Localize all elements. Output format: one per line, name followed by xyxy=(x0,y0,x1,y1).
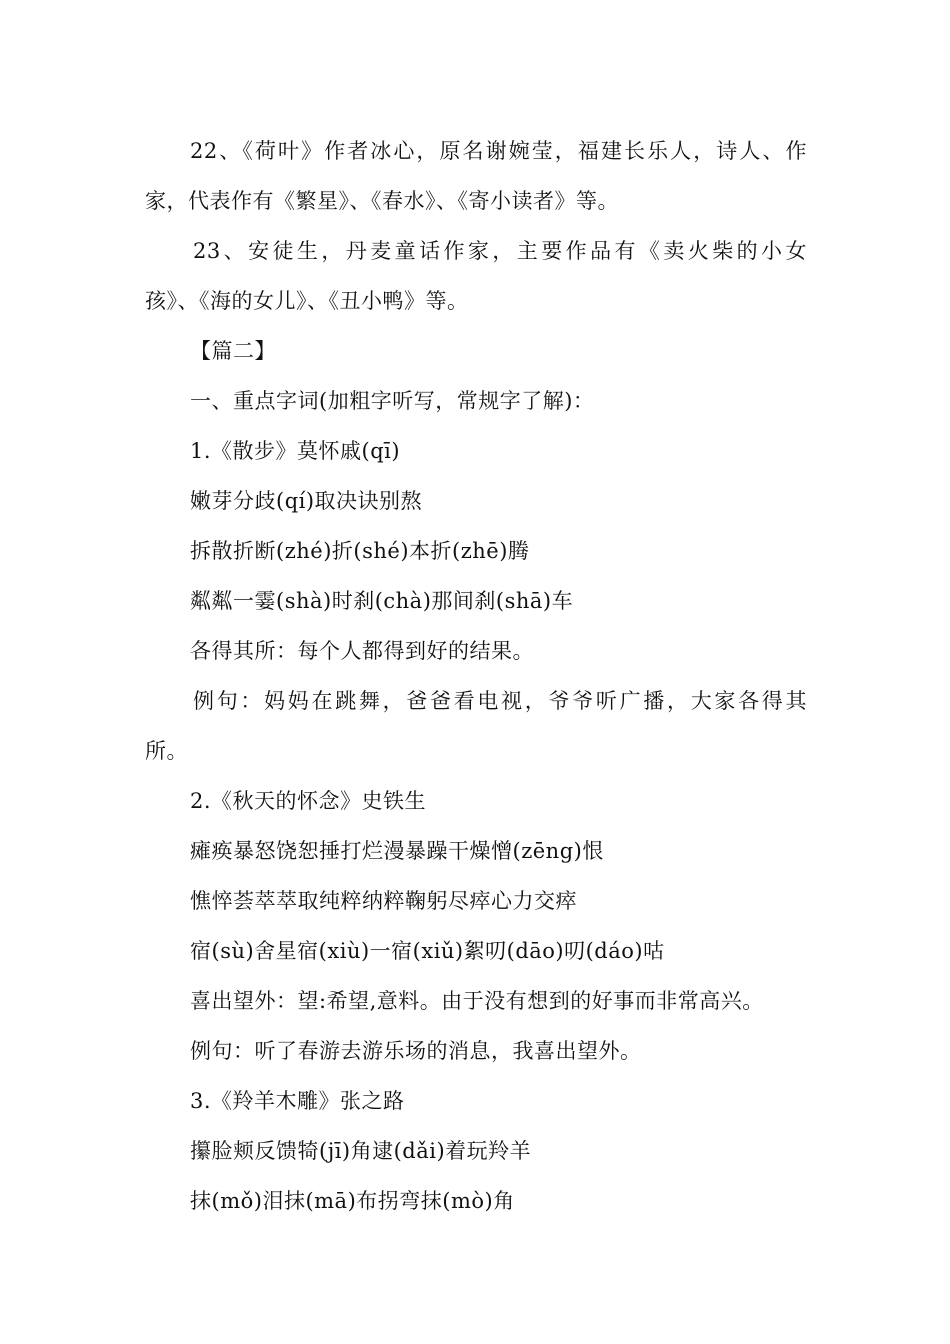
lesson-1-words-3: 粼粼一霎(shà)时刹(chà)那间刹(shā)车 xyxy=(190,589,574,613)
paragraph-22-line-1: 22、《荷叶》作者冰心，原名谢婉莹，福建长乐人，诗人、作 xyxy=(190,139,807,163)
lesson-3-title: 3.《羚羊木雕》张之路 xyxy=(190,1089,405,1113)
lesson-3-words-1: 攥脸颊反馈犄(jī)角逮(dǎi)着玩羚羊 xyxy=(190,1139,532,1163)
section-title: 一、重点字词(加粗字听写，常规字了解)： xyxy=(190,389,595,413)
lesson-2-example: 例句：听了春游去游乐场的消息，我喜出望外。 xyxy=(190,1039,642,1063)
lesson-1-words-2: 拆散折断(zhé)折(shé)本折(zhē)腾 xyxy=(190,539,530,563)
lesson-2-title: 2.《秋天的怀念》史铁生 xyxy=(190,789,427,813)
lesson-2-words-1: 瘫痪暴怒饶恕捶打烂漫暴躁干燥憎(zēng)恨 xyxy=(190,839,604,863)
lesson-3-words-2: 抹(mǒ)泪抹(mā)布拐弯抹(mò)角 xyxy=(190,1189,515,1213)
lesson-1-example-line-1: 例句：妈妈在跳舞，爸爸看电视，爷爷听广播，大家各得其 xyxy=(193,689,807,713)
part-heading: 【篇二】 xyxy=(190,339,276,363)
lesson-2-idiom: 喜出望外：望:希望,意料。由于没有想到的好事而非常高兴。 xyxy=(190,989,764,1013)
lesson-1-words-1: 嫩芽分歧(qí)取决诀别熬 xyxy=(190,489,423,513)
lesson-1-idiom: 各得其所：每个人都得到好的结果。 xyxy=(190,639,534,663)
lesson-1-example-line-2: 所。 xyxy=(145,739,188,763)
lesson-2-words-2: 憔悴荟萃萃取纯粹纳粹鞠躬尽瘁心力交瘁 xyxy=(190,889,577,913)
lesson-2-words-3: 宿(sù)舍星宿(xiù)一宿(xiǔ)絮叨(dāo)叨(dáo)咕 xyxy=(190,939,665,963)
lesson-1-title: 1.《散步》莫怀戚(qī) xyxy=(190,439,401,463)
paragraph-22-line-2: 家，代表作有《繁星》、《春水》、《寄小读者》等。 xyxy=(145,189,619,213)
paragraph-23-line-1: 23、安徒生，丹麦童话作家，主要作品有《卖火柴的小女 xyxy=(193,239,807,263)
paragraph-23-line-2: 孩》、《海的女儿》、《丑小鸭》等。 xyxy=(145,289,469,313)
